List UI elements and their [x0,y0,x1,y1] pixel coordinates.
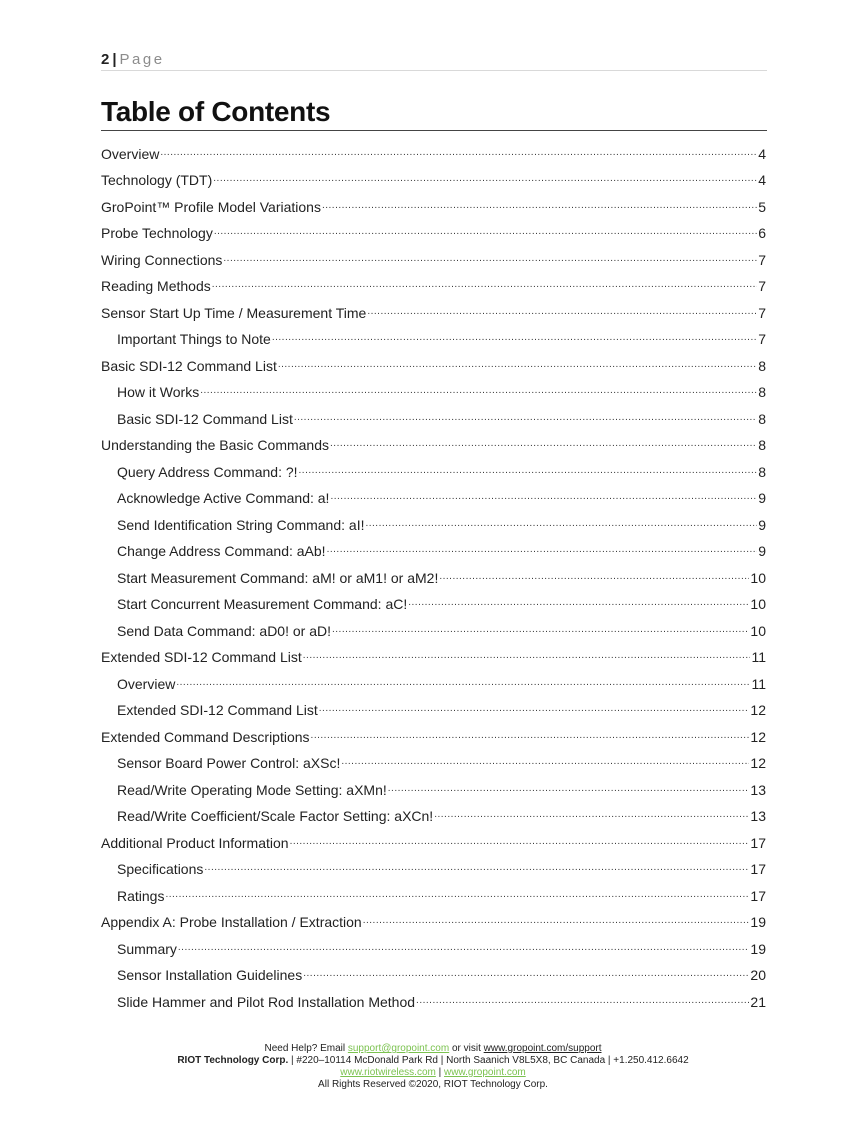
toc-entry[interactable] [101,851,766,878]
toc-entry-page: 17 [750,861,766,877]
help-mid: or visit [449,1043,484,1054]
toc-entry[interactable] [101,771,766,798]
toc-leader-dots [303,647,751,665]
toc-leader-dots [272,329,757,347]
toc-leader-dots [204,859,749,877]
toc-entry-title: Basic SDI-12 Command List [101,357,277,374]
toc-entry-page: 12 [750,702,766,718]
toc-entry-page: 7 [758,251,766,268]
toc-entry[interactable] [101,347,766,374]
toc-entry-page: 9 [758,490,766,506]
toc-entry-title: Sensor Start Up Time / Measurement Time [101,304,367,321]
toc-entry-page: 10 [750,569,766,586]
toc-leader-dots [223,250,757,268]
toc-entry[interactable] [101,824,766,851]
toc-entry[interactable] [101,983,766,1010]
toc-entry-page: 8 [758,384,766,400]
toc-entry-title: Send Data Command: aD0! or aD! [117,622,331,639]
toc-leader-dots [299,462,758,480]
toc-entry-page: 9 [758,543,766,559]
toc-entry[interactable] [101,612,766,639]
toc-leader-dots [213,170,757,188]
toc-entry-title: Read/Write Operating Mode Setting: aXMn! [117,781,387,798]
toc-entry[interactable] [101,957,766,984]
toc-entry-title: Sensor Board Power Control: aXSc! [117,755,341,771]
toc-leader-dots [178,939,750,957]
toc-entry-page: 8 [758,410,766,427]
toc-entry-page: 7 [758,304,766,321]
toc-entry-page: 12 [750,728,766,745]
toc-leader-dots [408,594,749,612]
toc-entry-title: Important Things to Note [117,331,271,347]
toc-entry-title: Wiring Connections [101,251,223,268]
gropoint-link[interactable]: www.gropoint.com [444,1067,526,1078]
toc-entry-page: 12 [750,755,766,771]
toc-leader-dots [341,753,749,771]
toc-entry-title: Overview [101,145,160,162]
toc-entry[interactable] [101,718,766,745]
toc-title: Table of Contents [101,95,767,131]
toc-entry-page: 19 [750,940,766,957]
toc-leader-dots [278,356,757,374]
toc-entry[interactable] [101,135,766,162]
toc-entry[interactable] [101,904,766,931]
company-address: | #220–10114 McDonald Park Rd | North Saanich V8L5X8, BC Canada | +1.250.412.6642 [288,1055,689,1066]
page-footer [0,1043,866,1091]
toc-entry-title: Summary [117,940,177,957]
toc-entry[interactable] [101,480,766,507]
toc-entry-title: Extended SDI-12 Command List [101,649,302,665]
toc-entry-page: 8 [758,437,766,453]
toc-entry-title: Slide Hammer and Pilot Rod Installation Method [117,993,416,1010]
toc-entry[interactable] [101,294,766,321]
toc-entry[interactable] [101,533,766,560]
toc-entry-title: Specifications [117,861,204,877]
toc-leader-dots [294,409,757,427]
toc-leader-dots [327,541,758,559]
toc-leader-dots [311,727,750,745]
toc-entry-title: Change Address Command: aAb! [117,543,326,559]
toc-entry-title: Start Concurrent Measurement Command: aC! [117,596,408,612]
toc-leader-dots [363,912,750,930]
toc-entry-title: Extended SDI-12 Command List [117,702,318,718]
toc-entry-title: Understanding the Basic Commands [101,437,330,453]
table-of-contents [101,135,766,1010]
site-separator: | [435,1067,445,1078]
toc-leader-dots [176,674,750,692]
toc-leader-dots [165,886,749,904]
toc-entry-title: GroPoint™ Profile Model Variations [101,198,321,215]
toc-entry[interactable] [101,215,766,242]
toc-entry[interactable] [101,374,766,401]
toc-leader-dots [439,568,749,586]
toc-entry-page: 8 [758,357,766,374]
toc-entry-page: 4 [758,145,766,162]
toc-leader-dots [416,992,749,1010]
toc-entry-title: Start Measurement Command: aM! or aM1! or aM2! [117,569,439,586]
toc-leader-dots [160,144,757,162]
toc-entry[interactable] [101,798,766,825]
toc-leader-dots [332,621,749,639]
toc-leader-dots [212,276,757,294]
toc-leader-dots [434,806,749,824]
toc-entry-page: 4 [758,172,766,188]
toc-entry-page: 20 [750,967,766,983]
toc-entry-title: Sensor Installation Guidelines [117,967,303,983]
toc-leader-dots [319,700,750,718]
toc-leader-dots [303,965,749,983]
rights-line: All Rights Reserved ©2020, RIOT Technology Corp. [318,1079,548,1090]
company-name: RIOT Technology Corp. [177,1055,289,1066]
toc-entry-page: 9 [758,516,766,533]
toc-leader-dots [214,223,757,241]
toc-entry-title: Query Address Command: ?! [117,463,298,480]
toc-entry[interactable] [101,453,766,480]
toc-entry-page: 13 [750,781,766,798]
support-url-link[interactable]: www.gropoint.com/support [483,1043,602,1054]
help-line [0,1043,866,1055]
help-prefix: Need Help? Email [264,1043,348,1054]
toc-entry[interactable] [101,692,766,719]
toc-entry[interactable] [101,162,766,189]
toc-entry-page: 19 [750,914,766,930]
toc-entry-title: How it Works [117,384,200,400]
toc-entry-page: 10 [750,622,766,639]
toc-entry-title: Probe Technology [101,225,213,241]
toc-entry-title: Send Identification String Command: aI! [117,516,365,533]
toc-entry-page: 7 [758,278,766,294]
toc-entry-page: 11 [751,675,766,692]
toc-entry-title: Reading Methods [101,278,211,294]
page-label: Page [119,51,165,68]
toc-entry-title: Ratings [117,887,165,904]
toc-entry[interactable] [101,506,766,533]
page-header [101,51,767,71]
toc-entry[interactable] [101,745,766,772]
toc-entry[interactable] [101,559,766,586]
toc-entry-title: Technology (TDT) [101,172,213,188]
toc-entry[interactable] [101,241,766,268]
toc-entry-title: Acknowledge Active Command: a! [117,490,330,506]
toc-leader-dots [200,382,757,400]
toc-entry[interactable] [101,400,766,427]
toc-entry-title: Appendix A: Probe Installation / Extraction [101,914,362,930]
toc-entry-title: Read/Write Coefficient/Scale Factor Setting: aXCn! [117,808,434,824]
toc-entry-title: Extended Command Descriptions [101,728,310,745]
toc-entry[interactable] [101,268,766,295]
toc-entry-page: 6 [758,225,766,241]
toc-entry[interactable] [101,427,766,454]
toc-leader-dots [330,435,757,453]
support-email-link[interactable]: support@gropoint.com [347,1043,450,1054]
riotwireless-link[interactable]: www.riotwireless.com [340,1067,436,1078]
toc-entry-title: Additional Product Information [101,834,289,851]
toc-entry-title: Basic SDI-12 Command List [117,410,293,427]
toc-entry[interactable] [101,321,766,348]
toc-entry-page: 13 [750,808,766,824]
toc-leader-dots [290,833,750,851]
toc-leader-dots [322,197,757,215]
company-line [0,1055,866,1067]
toc-entry-page: 17 [750,834,766,851]
toc-leader-dots [365,515,757,533]
websites-line [0,1067,866,1079]
toc-entry-page: 21 [750,993,766,1010]
toc-entry-title: Overview [117,675,176,692]
toc-leader-dots [367,303,757,321]
toc-entry[interactable] [101,877,766,904]
toc-entry[interactable] [101,930,766,957]
toc-leader-dots [388,780,750,798]
toc-entry[interactable] [101,586,766,613]
toc-entry-page: 5 [758,198,766,215]
toc-entry-page: 17 [750,887,766,904]
toc-entry-page: 7 [758,331,766,347]
toc-entry-page: 11 [751,649,766,665]
page-number: 2 [101,51,110,68]
toc-entry-page: 10 [750,596,766,612]
toc-entry-page: 8 [758,463,766,480]
toc-leader-dots [330,488,757,506]
toc-entry[interactable] [101,665,766,692]
toc-entry[interactable] [101,188,766,215]
toc-entry[interactable] [101,639,766,666]
header-separator: | [112,51,117,68]
